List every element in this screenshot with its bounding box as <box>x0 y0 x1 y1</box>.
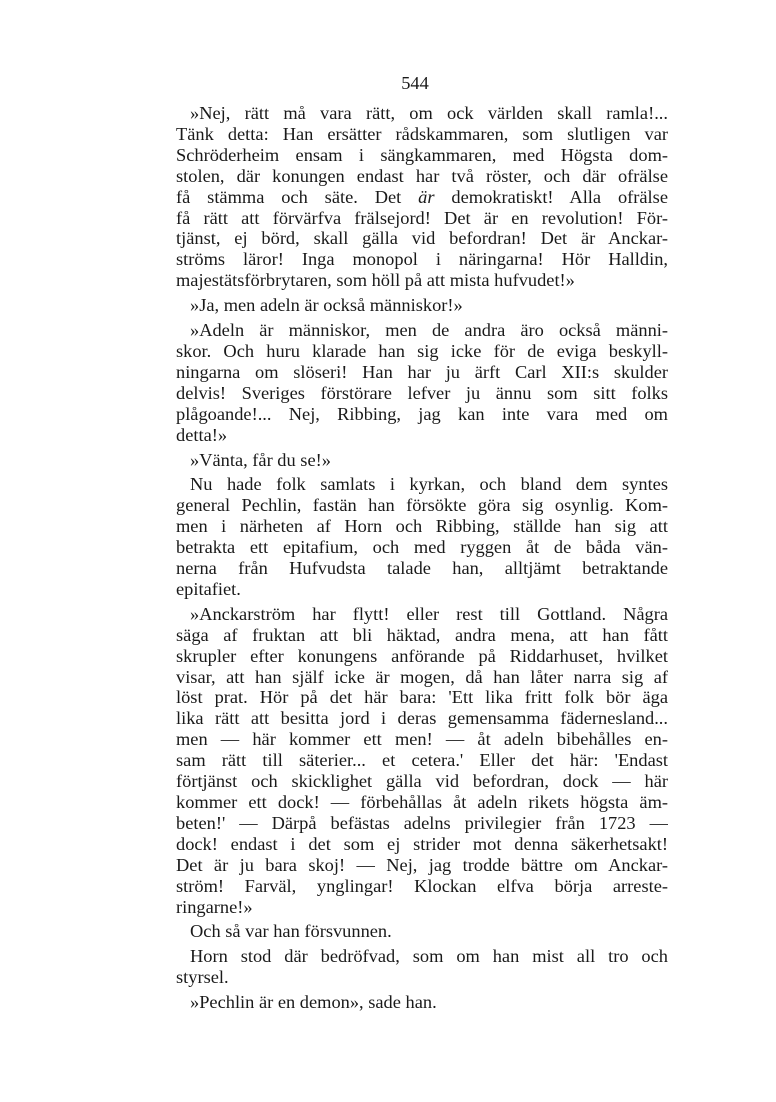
text-line: få rätt att förvärfva frälsejord! Det är en revolution! För- <box>176 207 668 228</box>
text-line: löst prat. Hör på det här bara: 'Ett lika fritt folk bör äga <box>176 687 668 708</box>
text-line: Nu hade folk samlats i kyrkan, och bland dem syntes <box>190 474 668 495</box>
text-line: epitafiet. <box>176 578 241 599</box>
text-line: Och så var han försvunnen. <box>190 921 392 942</box>
text-line: delvis! Sveriges förstörare lefver ju ännu som sitt folks <box>176 382 668 403</box>
paragraph <box>162 320 668 445</box>
text-line: skrupler efter konungens anförande på Riddarhuset, hvilket <box>176 645 668 666</box>
text-line: dock! endast i det som ej strider mot denna säkerhetsakt! <box>176 833 668 854</box>
text-line: ningarna om slöseri! Han har ju ärft Carl XII:s skulder <box>176 361 668 382</box>
paragraph <box>162 450 668 471</box>
text-line: ström! Farväl, ynglingar! Klockan elfva börja arreste- <box>176 875 668 896</box>
emphasis: är <box>418 186 435 207</box>
paragraph <box>162 946 668 988</box>
text-line: visar, att han själf icke är mogen, då han låter narra sig af <box>176 666 668 687</box>
text-line: förtjänst och skicklighet gälla vid befordran, dock — här <box>176 771 668 792</box>
text-line: lika rätt att besitta jord i deras gemensamma fädernesland... <box>176 708 668 729</box>
paragraph <box>162 921 668 942</box>
text-line: plågoande!... Nej, Ribbing, jag kan inte vara med om <box>176 403 668 424</box>
text-line: men i närheten af Horn och Ribbing, ställde han sig att <box>176 516 668 537</box>
text-line: få stämma och säte. Det är demokratiskt! Alla ofrälse <box>176 186 668 207</box>
paragraph <box>162 992 668 1013</box>
text-line: stolen, där konungen endast har två röster, och där ofrälse <box>176 165 668 186</box>
paragraph <box>162 103 668 291</box>
text-line: Tänk detta: Han ersätter rådskammaren, som slutligen var <box>176 123 668 144</box>
text-line: majestätsförbrytaren, som höll på att mista hufvudet!» <box>176 270 575 291</box>
text-line: skor. Och huru klarade han sig icke för de eviga beskyll- <box>176 340 668 361</box>
text-line: general Pechlin, fastän han försökte göra sig osynlig. Kom- <box>176 495 668 516</box>
text-line: Det är ju bara skoj! — Nej, jag trodde bättre om Anckar- <box>176 854 668 875</box>
text-line: kommer ett dock! — förbehållas åt adeln rikets högsta äm- <box>176 792 668 812</box>
text-line: »Vänta, får du se!» <box>190 449 331 470</box>
text-line: nerna från Hufvudsta talade han, alltjämt betraktande <box>176 558 668 579</box>
text-line: ringarne!» <box>176 896 253 917</box>
text-line: men — här kommer ett men! — åt adeln bibehålles en- <box>176 729 668 750</box>
text-line: tjänst, ej börd, skall gälla vid befordran! Det är Anckar- <box>176 228 668 249</box>
paragraph <box>162 295 668 316</box>
text-line: »Ja, men adeln är också människor!» <box>190 295 463 316</box>
text-line: »Anckarström har flytt! eller rest till Gottland. Några <box>190 603 668 624</box>
page-number: 544 <box>401 73 429 93</box>
body-text <box>162 103 668 1013</box>
text-line: ströms läror! Inga monopol i näringarna! Hör Halldin, <box>176 249 668 270</box>
text-line: sam rätt till säterier... et cetera.' Eller det här: 'Endast <box>176 750 668 771</box>
text-line: säga af fruktan att bli häktad, andra mena, att han fått <box>176 624 668 645</box>
text-line: beten!' — Därpå befästas adelns privilegier från 1723 — <box>176 812 668 833</box>
text-line: Schröderheim ensam i sängkammaren, med Högsta dom- <box>176 144 668 165</box>
text-line: Horn stod där bedröfvad, som om han mist all tro och <box>190 946 668 967</box>
text-line: betrakta ett epitafium, och med ryggen åt de båda vän- <box>176 537 668 558</box>
text-line: detta!» <box>176 424 228 445</box>
text-line: styrsel. <box>176 967 229 988</box>
paragraph <box>162 474 668 599</box>
book-page <box>162 72 668 1017</box>
text-line: »Nej, rätt må vara rätt, om ock världen skall ramla!... <box>190 103 668 123</box>
text-line: »Pechlin är en demon», sade han. <box>190 992 437 1013</box>
paragraph <box>162 604 668 918</box>
text-line: »Adeln är människor, men de andra äro också männi- <box>190 320 668 341</box>
